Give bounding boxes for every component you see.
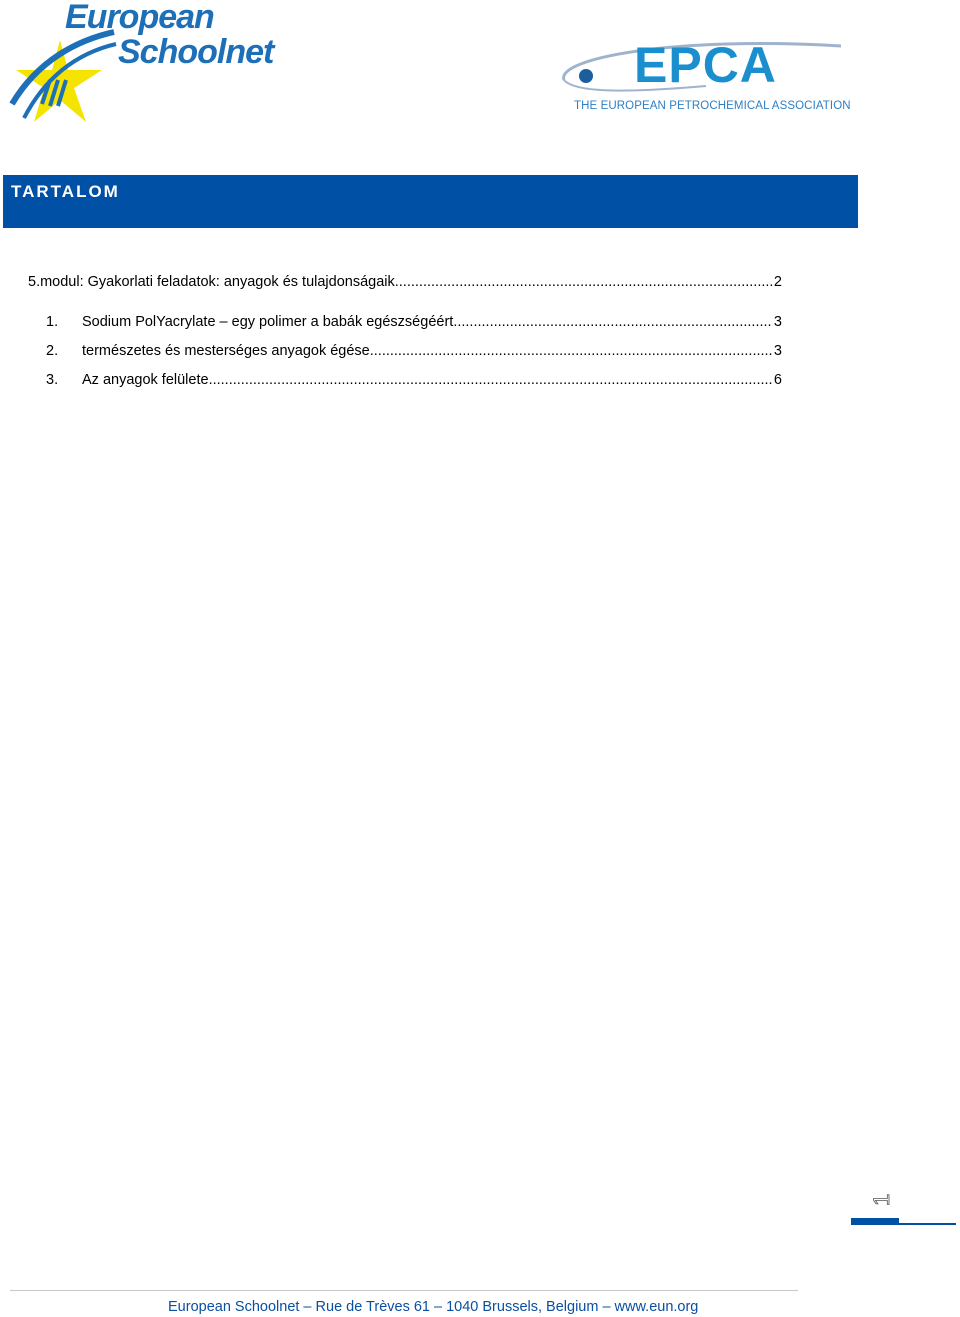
- toc-title: TARTALOM: [11, 182, 120, 201]
- toc-leader-dots: [395, 274, 773, 290]
- toc-entry-page: 3: [773, 314, 782, 330]
- toc-entry[interactable]: [46, 372, 782, 388]
- epca-logo: [556, 28, 851, 118]
- toc-entry-page: 2: [773, 274, 782, 290]
- toc-main-entry[interactable]: [28, 274, 782, 290]
- toc-entry-number: 3.: [46, 372, 59, 388]
- toc-entry-number: 2.: [46, 343, 59, 359]
- toc-entry-page: 3: [773, 343, 782, 359]
- toc-entry-text: 5.modul: Gyakorlati feladatok: anyagok és tulajdonságaik: [28, 274, 395, 290]
- epca-mark: EPCA: [634, 37, 777, 93]
- epca-tagline: THE EUROPEAN PETROCHEMICAL ASSOCIATION: [574, 100, 851, 112]
- toc-entry-text: Sodium PolYacrylate – egy polimer a babák egészségéért: [82, 314, 454, 330]
- toc-entry-page: 6: [773, 372, 782, 388]
- toc-entry-number: 1.: [46, 314, 59, 330]
- toc-entry-text: természetes és mesterséges anyagok égése: [82, 343, 370, 359]
- toc-leader-dots: [209, 372, 773, 388]
- footer-text: European Schoolnet – Rue de Trèves 61 – 1040 Brussels, Belgium – www.eun.org: [168, 1299, 699, 1315]
- eun-logo-line2: Schoolnet: [118, 33, 274, 71]
- toc-entry-text: Az anyagok felülete: [82, 372, 209, 388]
- toc-leader-dots: [453, 314, 773, 330]
- page-number: 1: [869, 1193, 894, 1206]
- european-schoolnet-logo: [8, 0, 283, 130]
- eun-logo-line1: European: [65, 0, 214, 36]
- page-number-marker: [851, 1178, 956, 1228]
- toc-leader-dots: [370, 343, 773, 359]
- toc-entry[interactable]: [46, 343, 782, 359]
- footer-divider: [10, 1290, 798, 1291]
- toc-header: [3, 175, 858, 228]
- toc-entry[interactable]: [46, 314, 782, 330]
- page-number-glyph: [851, 1178, 956, 1228]
